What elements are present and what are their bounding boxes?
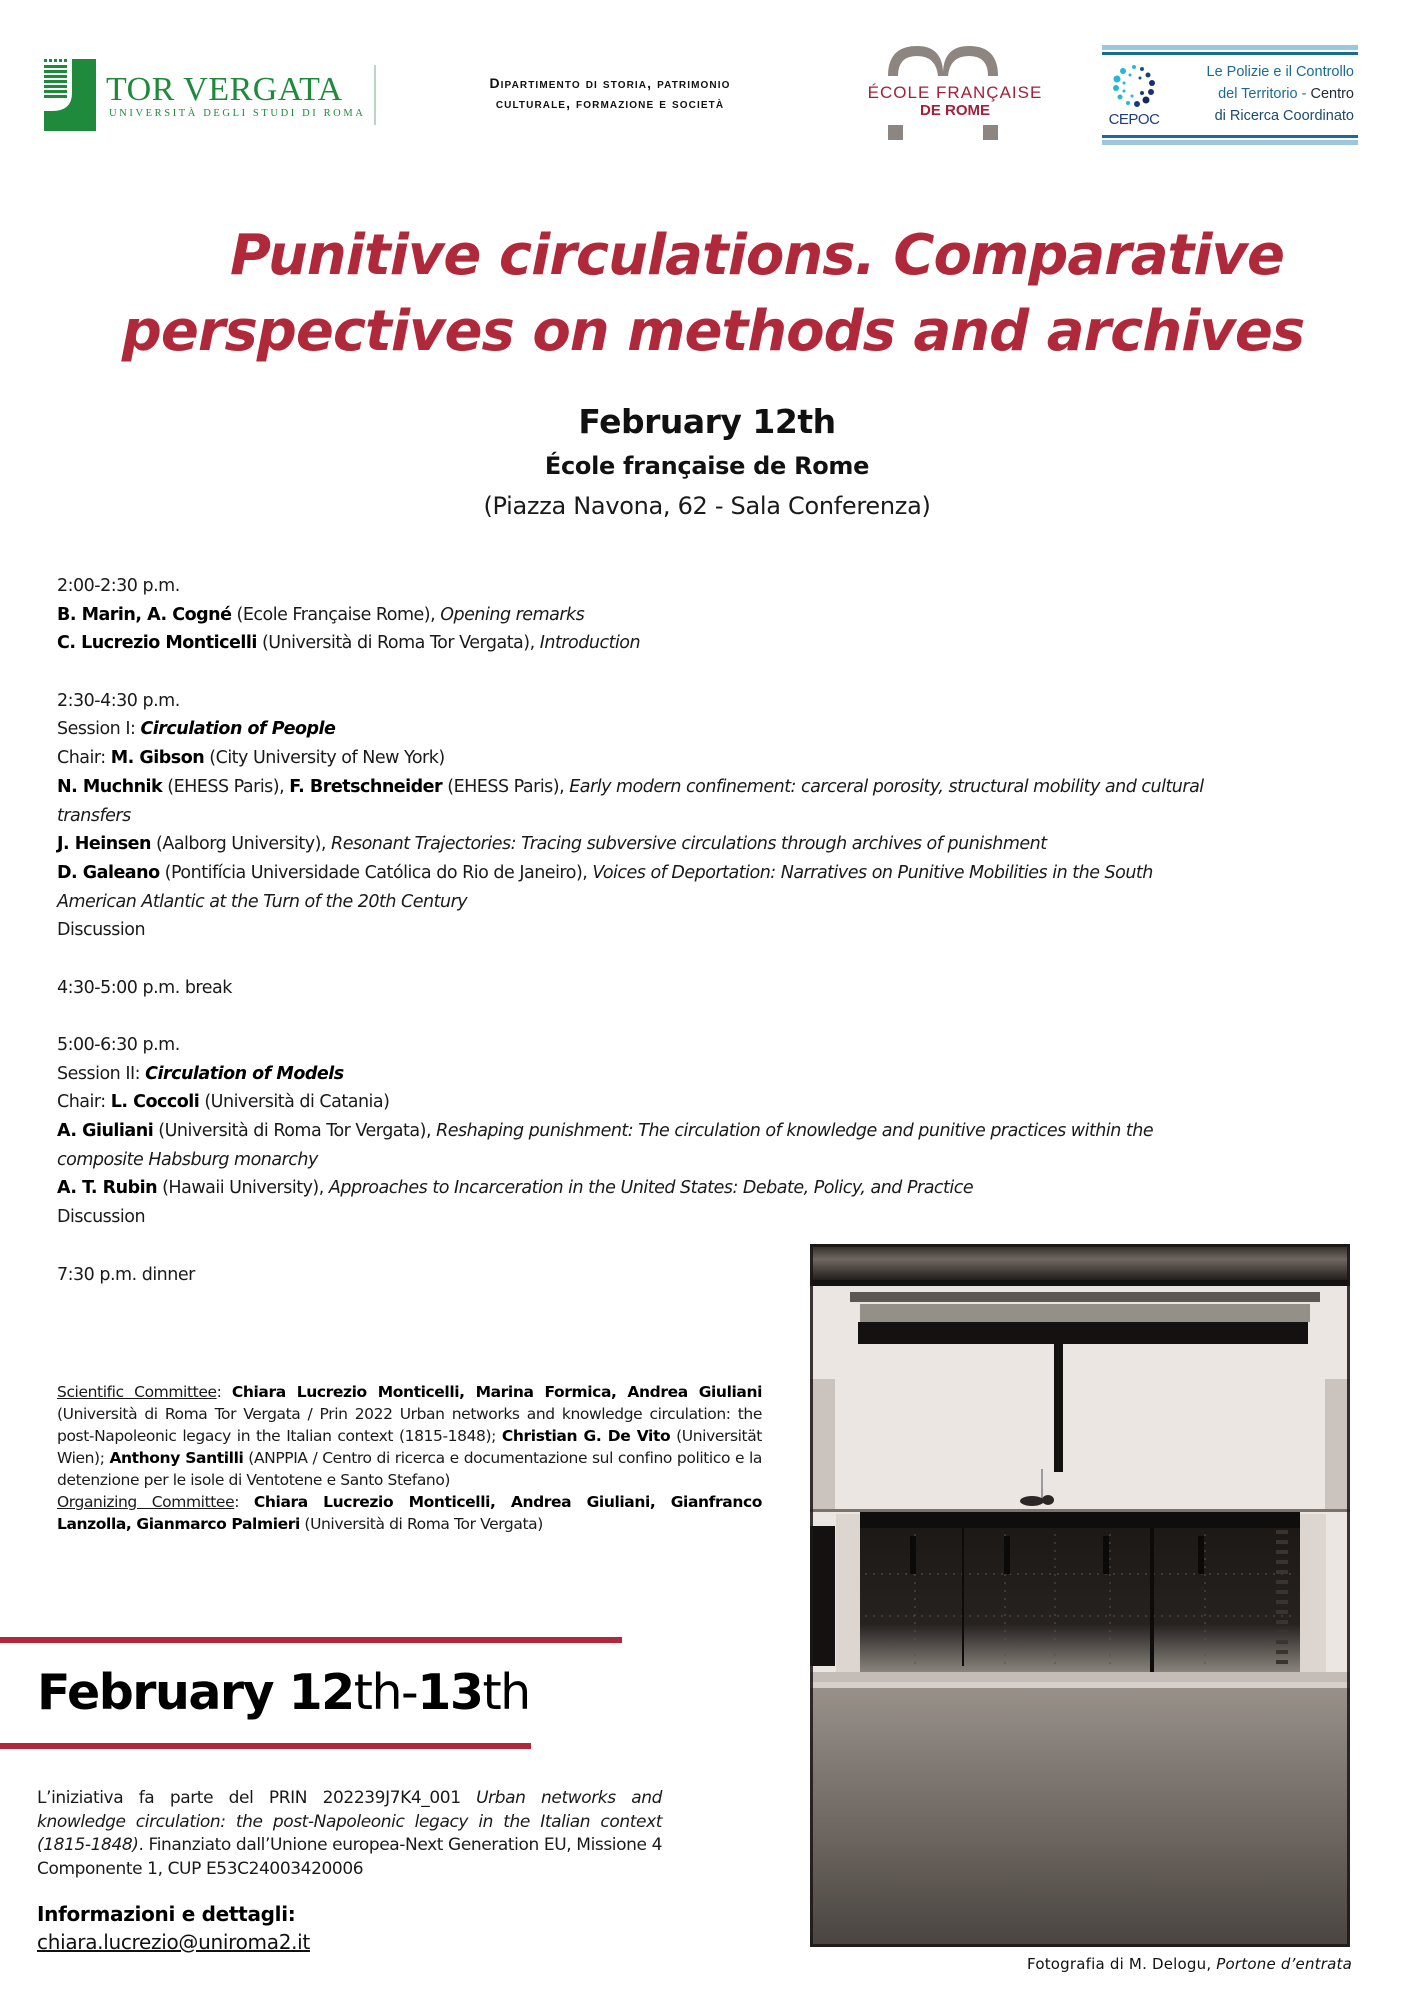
chair-name: L. Coccoli [110, 1092, 200, 1113]
speaker-affiliation: (Ecole Française Rome), [231, 604, 441, 625]
scientific-committee-label: Scientific Committee [57, 1383, 217, 1401]
chair-name: M. Gibson [110, 748, 205, 769]
talk-title-continued: transfers [57, 805, 131, 826]
program-item [57, 1117, 1377, 1146]
info-heading: Informazioni e dettagli: [37, 1902, 296, 1926]
header-divider [374, 65, 376, 125]
speaker-affiliation: (EHESS Paris), [442, 776, 570, 797]
funding-suffix: . Finanziato dall’Unione europea-Next Generation EU, Missione 4 Componente 1, CUP E53C24003420006 [37, 1835, 662, 1879]
talk-title: Approaches to Incarceration in the United States: Debate, Policy, and Practice [328, 1178, 974, 1199]
speaker-name: N. Muchnik [57, 776, 163, 797]
session-2-chair [57, 1088, 1377, 1117]
speaker-affiliation: (Università di Roma Tor Vergata), [153, 1121, 437, 1142]
talk-title: Resonant Trajectories: Tracing subversive circulations through archives of punishment [331, 834, 1047, 855]
committee-names: Christian G. De Vito [501, 1427, 671, 1445]
program-item [57, 1174, 1377, 1203]
speaker-affiliation: (EHESS Paris), [162, 776, 290, 797]
talk-title: Reshaping punishment: The circulation of knowledge and punitive practices within the [436, 1121, 1154, 1142]
speaker-affiliation: (Università di Roma Tor Vergata), [256, 633, 540, 654]
cepoc-bar-bottom-light [1102, 140, 1358, 145]
door-photograph [810, 1244, 1350, 1947]
program-time-session-2: 5:00-6:30 p.m. [57, 1035, 180, 1055]
speaker-name: D. Galeano [57, 862, 160, 883]
program-item [57, 859, 1377, 888]
program-item-continued [57, 1146, 1377, 1175]
spacer [57, 945, 1377, 974]
cepoc-line-2b: Centro [1310, 86, 1354, 102]
chair-label: Chair: [57, 1092, 111, 1113]
committee-affiliation: (Universität Wien); [57, 1427, 762, 1467]
program-item-continued [57, 802, 1377, 831]
ecole-de-rome: DE ROME [919, 102, 990, 119]
cepoc-acronym: CEPOC [1108, 111, 1160, 128]
committee-names: Chiara Lucrezio Monticelli, Andrea Giuliani, Gianfranco Lanzolla, Gianmarco Palmieri [57, 1493, 762, 1533]
cepoc-line-1: Le Polizie e il Controllo [1206, 64, 1354, 80]
speaker-name: A. T. Rubin [57, 1178, 158, 1199]
speaker-affiliation: (Aalborg University), [150, 834, 332, 855]
committee-affiliation: (Università di Roma Tor Vergata) [299, 1515, 543, 1533]
cepoc-line-2a: del Territorio - [1218, 86, 1311, 102]
event-title-line-2: perspectives on methods and archives [121, 299, 1305, 364]
date-range-suffix-1: th- [353, 1664, 418, 1721]
event-title [0, 218, 1414, 370]
program-item-continued [57, 888, 1377, 917]
funding-project-title: Urban networks and knowledge circulation: the post-Napoleonic legacy in the Italian context (1815-1848) [37, 1788, 662, 1855]
speaker-name: F. Bretschneider [289, 776, 443, 797]
cepoc-description [1168, 61, 1354, 127]
scientific-committee: Scientific Committee: Chiara Lucrezio Monticelli, Marina Formica, Andrea Giuliani (Università di Roma Tor Vergata / Prin 2022 Urban networks and knowledge circulation: the post-Napoleonic legacy in the Italian context (1815-1848); Christian G. De Vito (Universität Wien); Anthony Santilli (ANPPIA / Centro di ricerca e documentazione sul confino politico e la detenzione per le isole di Ventotene e Santo Stefano) [57, 1383, 763, 1489]
door-photo-image [810, 1244, 1350, 1947]
talk-title: Early modern confinement: carceral porosity, structural mobility and cultural [569, 776, 1204, 797]
committee-names: Chiara Lucrezio Monticelli, Marina Formica, Andrea Giuliani [231, 1383, 763, 1401]
session-1-heading [57, 715, 1377, 744]
date-range-suffix-2: th [482, 1664, 530, 1721]
photo-caption [900, 1955, 1352, 1973]
program-item [57, 830, 1377, 859]
cepoc-line-3: di Ricerca Coordinato [1214, 108, 1354, 124]
department-name [410, 73, 810, 113]
talk-title-continued: composite Habsburg monarchy [57, 1149, 318, 1170]
cepoc-logo [1102, 45, 1358, 146]
speaker-names: B. Marin, A. Cogné [57, 604, 232, 625]
department-line-2: culturale, formazione e società [495, 95, 725, 111]
accent-rule-top [0, 1637, 622, 1643]
committee-affiliation: (ANPPIA / Centro di ricerca e documentazione sul confino politico e la detenzione per le isole di Ventotene e Santo Stefano) [57, 1449, 762, 1489]
session-1-discussion: Discussion [57, 920, 146, 941]
speaker-affiliation: (Pontifícia Universidade Católica do Rio de Janeiro), [159, 862, 593, 883]
organizing-committee-label: Organizing Committee [57, 1493, 235, 1511]
program [57, 572, 1377, 1289]
session-name: Circulation of Models [145, 1063, 344, 1084]
program-time-session-1: 2:30-4:30 p.m. [57, 690, 180, 711]
session-name: Circulation of People [140, 719, 336, 740]
program-time-opening: 2:00-2:30 p.m. [57, 576, 180, 596]
university-subtitle: UNIVERSITÀ DEGLI STUDI DI ROMA [109, 108, 366, 119]
event-address: (Piazza Navona, 62 - Sala Conferenza) [483, 492, 931, 520]
date-range-day-2: 13 [417, 1664, 483, 1721]
event-title-line-1: Punitive circulations. Comparative [229, 223, 1285, 288]
cepoc-line-2 [1168, 83, 1354, 105]
tor-vergata-logo-icon [44, 59, 96, 131]
speaker-name: J. Heinsen [57, 834, 151, 855]
speaker-names: C. Lucrezio Monticelli [57, 633, 257, 654]
committees [57, 1381, 762, 1535]
program-dinner: 7:30 p.m. dinner [57, 1264, 195, 1285]
spacer [57, 658, 1377, 687]
session-1-chair [57, 744, 1377, 773]
event-venue: École française de Rome [544, 452, 870, 480]
ecole-francaise-name: ÉCOLE FRANÇAISE [867, 83, 1043, 102]
session-label: Session I: [57, 719, 141, 740]
chair-affiliation: (Università di Catania) [199, 1092, 390, 1113]
cepoc-bar-bottom-dark [1102, 135, 1358, 138]
speaker-affiliation: (Hawaii University), [157, 1178, 329, 1199]
date-range [37, 1664, 530, 1721]
talk-title-continued: American Atlantic at the Turn of the 20th Century [57, 891, 468, 912]
speaker-name: A. Giuliani [57, 1121, 154, 1142]
chair-label: Chair: [57, 748, 111, 769]
organizing-committee: Organizing Committee: Chiara Lucrezio Monticelli, Andrea Giuliani, Gianfranco Lanzolla, Gianmarco Palmieri (Università di Roma Tor Vergata) [57, 1493, 762, 1533]
committee-names: Anthony Santilli [109, 1449, 244, 1467]
department-line-1: Dipartimento di storia, patrimonio [489, 75, 731, 91]
photo-caption-title: Portone d’entrata [1216, 1955, 1352, 1973]
program-item [57, 601, 1377, 630]
program-item [57, 773, 1377, 802]
university-name: TOR VERGATA [106, 71, 343, 108]
funding-statement [37, 1787, 662, 1881]
committee-affiliation: (Università di Roma Tor Vergata / Prin 2022 Urban networks and knowledge circulation: the post-Napoleonic legacy in the Italian context (1815-1848); [57, 1405, 762, 1445]
date-range-day-1: 12 [288, 1664, 354, 1721]
contact-email-link[interactable]: chiara.lucrezio@uniroma2.it [37, 1930, 310, 1954]
cepoc-bar-top-dark [1102, 52, 1358, 55]
event-date: February 12th [578, 402, 836, 441]
session-label: Session II: [57, 1063, 146, 1084]
talk-title: Voices of Deportation: Narratives on Punitive Mobilities in the South [592, 862, 1153, 883]
session-2-heading [57, 1060, 1377, 1089]
dot-ring-icon [1110, 63, 1158, 109]
program-item [57, 629, 1377, 658]
talk-title: Introduction [539, 633, 641, 654]
funding-prefix: L’iniziativa fa parte del PRIN 202239J7K4_001 [37, 1788, 477, 1808]
chair-affiliation: (City University of New York) [204, 748, 445, 769]
cepoc-bar-top-light [1102, 45, 1358, 50]
program-break: 4:30-5:00 p.m. break [57, 977, 232, 998]
date-range-month: February [37, 1664, 289, 1721]
session-2-discussion: Discussion [57, 1207, 146, 1228]
accent-rule-bottom [0, 1743, 531, 1749]
talk-title: Opening remarks [440, 604, 585, 625]
photo-caption-credit: Fotografia di M. Delogu, [1027, 1955, 1217, 1973]
spacer [57, 1002, 1377, 1031]
